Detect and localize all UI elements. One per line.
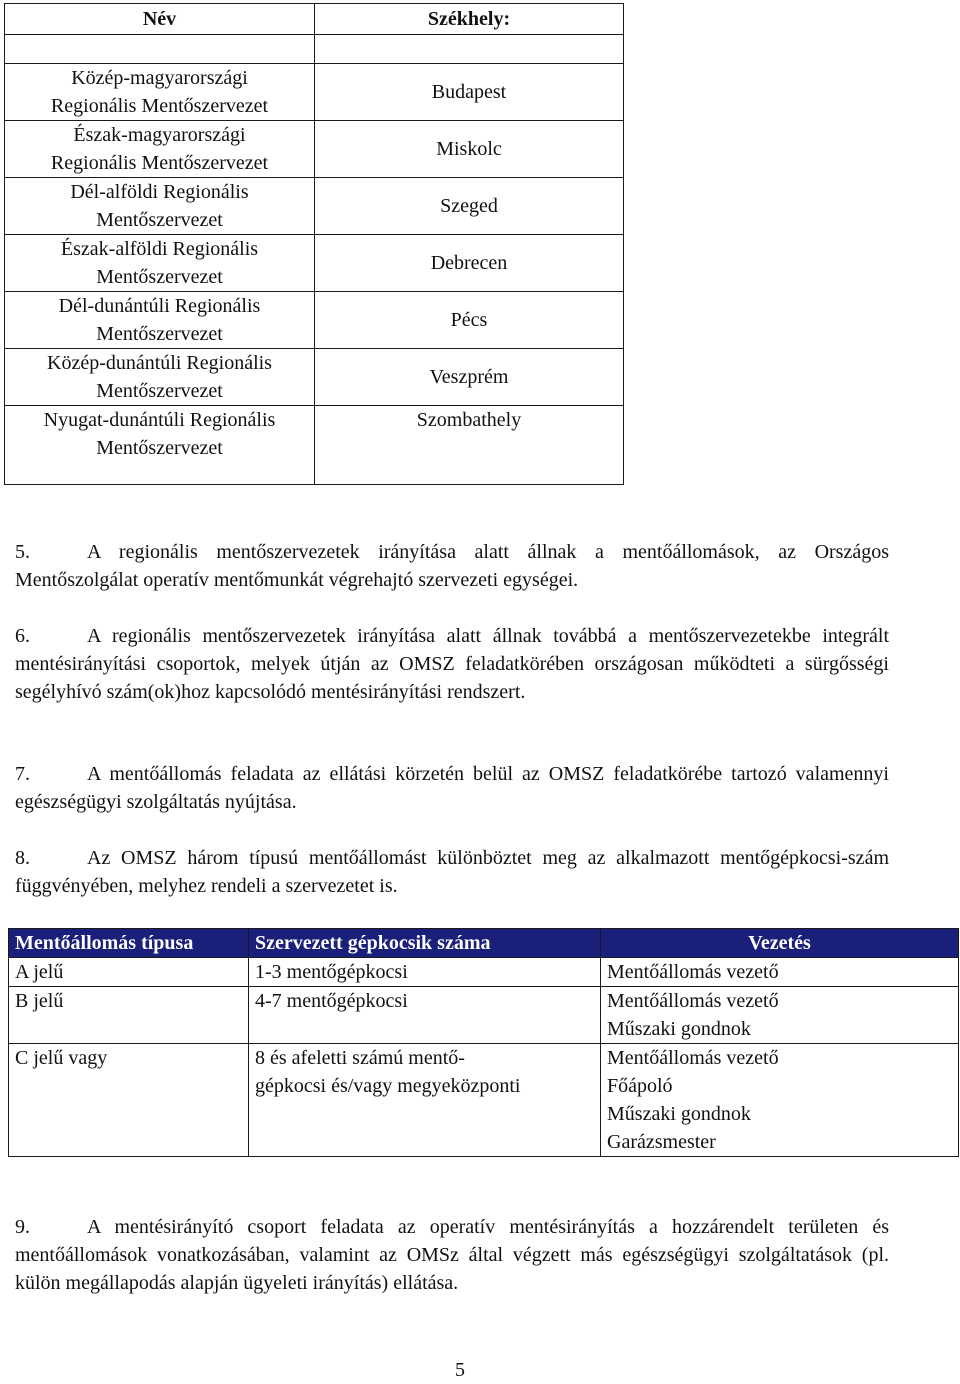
organization-seat: Miskolc bbox=[315, 121, 624, 178]
table-row bbox=[5, 235, 624, 292]
paragraph-9 bbox=[15, 1213, 889, 1297]
leadership-cell: Mentőállomás vezető Főápoló Műszaki gondnok Garázsmester bbox=[601, 1044, 959, 1157]
station-type-cell: C jelű vagy bbox=[9, 1044, 249, 1157]
table-row bbox=[9, 1044, 959, 1157]
table-row bbox=[5, 406, 624, 485]
organization-name: Nyugat-dunántúli Regionális Mentőszervezet bbox=[5, 406, 315, 485]
table-header-row bbox=[5, 4, 624, 35]
paragraph-6 bbox=[15, 622, 889, 706]
organization-name: Dél-alföldi Regionális Mentőszervezet bbox=[5, 178, 315, 235]
paragraph-number: 6. bbox=[15, 625, 30, 647]
leadership-cell: Mentőállomás vezető Műszaki gondnok bbox=[601, 987, 959, 1044]
vehicle-count-cell: 8 és afeletti számú mentő- gépkocsi és/vagy megyeközponti bbox=[249, 1044, 601, 1157]
station-types-table bbox=[8, 928, 959, 1157]
paragraph-text: A mentőállomás feladata az ellátási körzetén belül az OMSZ feladatkörébe tartozó valamennyi egészségügyi szolgáltatás nyújtása. bbox=[15, 763, 889, 813]
column-header-station-type: Mentőállomás típusa bbox=[9, 929, 249, 958]
organization-name: Észak-magyarországi Regionális Mentőszervezet bbox=[5, 121, 315, 178]
page-number: 5 bbox=[455, 1359, 465, 1381]
table-row bbox=[9, 987, 959, 1044]
paragraph-number: 8. bbox=[15, 847, 30, 869]
table-row bbox=[5, 64, 624, 121]
table-header-row bbox=[9, 929, 959, 958]
column-header-leadership: Vezetés bbox=[601, 929, 959, 958]
station-type-cell: A jelű bbox=[9, 958, 249, 987]
paragraph-text: A regionális mentőszervezetek irányítása alatt állnak a mentőállomások, az Országos Mentőszolgálat operatív mentőmunkát végrehajtó szervezeti egységei. bbox=[15, 541, 889, 591]
organization-name: Észak-alföldi Regionális Mentőszervezet bbox=[5, 235, 315, 292]
organization-seat: Debrecen bbox=[315, 235, 624, 292]
organization-seat: Pécs bbox=[315, 292, 624, 349]
column-header-seat: Székhely: bbox=[315, 4, 624, 35]
paragraph-number: 9. bbox=[15, 1216, 30, 1238]
organization-seat: Veszprém bbox=[315, 349, 624, 406]
organization-name: Közép-magyarországi Regionális Mentőszervezet bbox=[5, 64, 315, 121]
empty-row bbox=[5, 35, 624, 64]
paragraph-text: Az OMSZ három típusú mentőállomást különböztet meg az alkalmazott mentőgépkocsi-szám függvényében, melyhez rendeli a szervezetet is. bbox=[15, 847, 889, 897]
paragraph-number: 7. bbox=[15, 763, 30, 785]
paragraph-number: 5. bbox=[15, 541, 30, 563]
organization-name: Dél-dunántúli Regionális Mentőszervezet bbox=[5, 292, 315, 349]
vehicle-count-cell: 4-7 mentőgépkocsi bbox=[249, 987, 601, 1044]
organization-seat: Szeged bbox=[315, 178, 624, 235]
table-row bbox=[9, 958, 959, 987]
column-header-vehicle-count: Szervezett gépkocsik száma bbox=[249, 929, 601, 958]
empty-cell bbox=[5, 35, 315, 64]
table-row bbox=[5, 292, 624, 349]
column-header-name: Név bbox=[5, 4, 315, 35]
table-row bbox=[5, 349, 624, 406]
regional-organizations-table bbox=[4, 3, 624, 485]
paragraph-5 bbox=[15, 538, 889, 594]
leadership-cell: Mentőállomás vezető bbox=[601, 958, 959, 987]
station-type-cell: B jelű bbox=[9, 987, 249, 1044]
empty-cell bbox=[315, 35, 624, 64]
organization-seat: Budapest bbox=[315, 64, 624, 121]
paragraph-text: A regionális mentőszervezetek irányítása alatt állnak továbbá a mentőszervezetekbe integrált mentésirányítási csoportok, melyek útján az OMSZ feladatkörében országosan működteti a sürgősségi segélyhívó szám(ok)hoz kapcsolódó mentésirányítási rendszert. bbox=[15, 625, 889, 703]
paragraph-8 bbox=[15, 844, 889, 900]
vehicle-count-cell: 1-3 mentőgépkocsi bbox=[249, 958, 601, 987]
paragraph-7 bbox=[15, 760, 889, 816]
paragraph-text: A mentésirányító csoport feladata az operatív mentésirányítás a hozzárendelt területen és mentőállomások vonatkozásában, valamint az OMSz által végzett más egészségügyi szolgáltatások (pl. külön megállapodás alapján ügyeleti irányítás) ellátása. bbox=[15, 1216, 889, 1294]
table-row bbox=[5, 178, 624, 235]
organization-seat: Szombathely bbox=[315, 406, 624, 485]
table-row bbox=[5, 121, 624, 178]
organization-name: Közép-dunántúli Regionális Mentőszervezet bbox=[5, 349, 315, 406]
